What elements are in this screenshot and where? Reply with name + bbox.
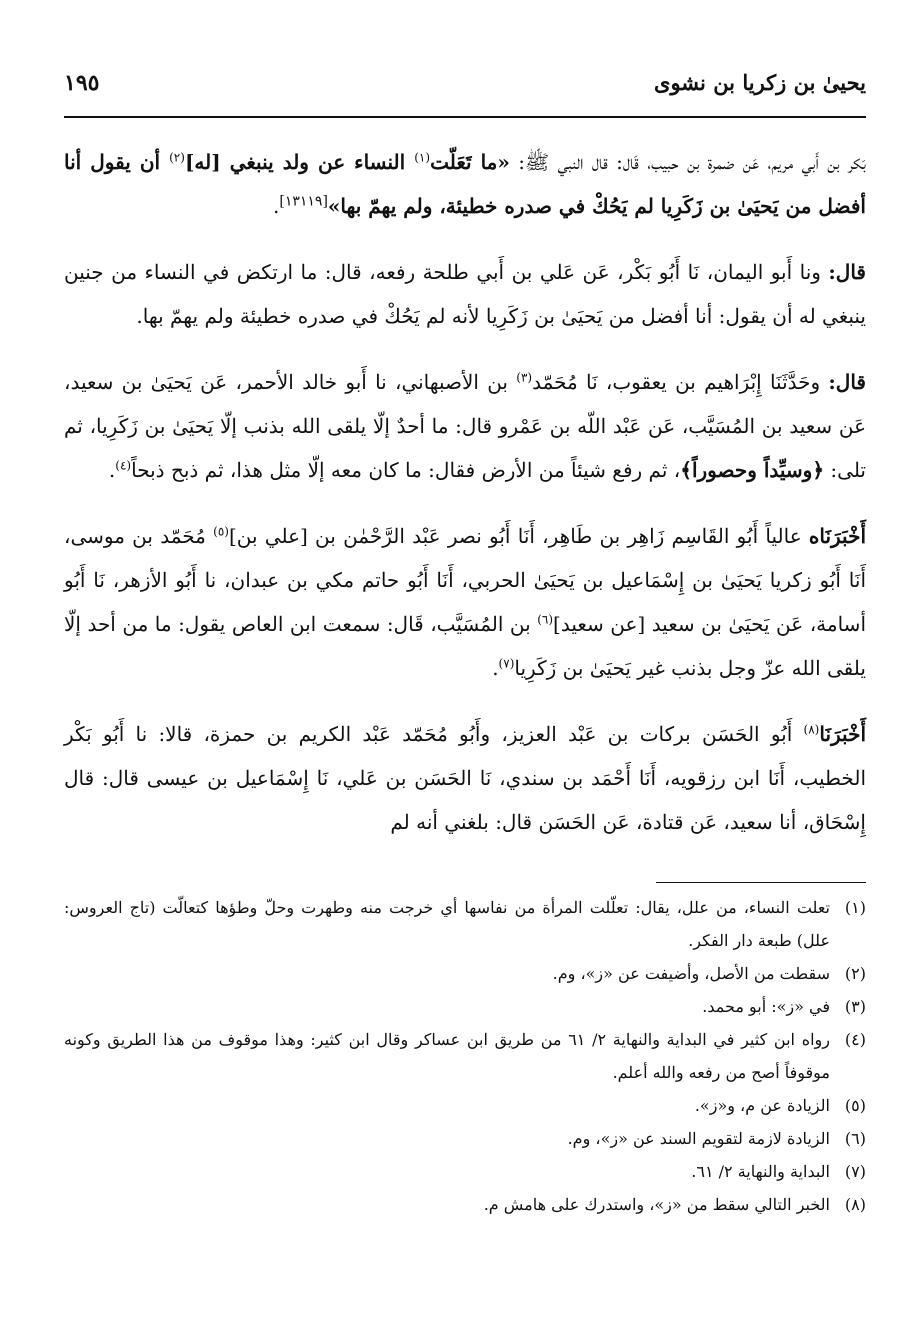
paragraph-2	[64, 250, 866, 338]
footnote-number: (١)	[844, 898, 866, 917]
text-run: عالياً أَبُو القَاسِم زَاهِر بن طَاهِر، أَنَا أَبُو نصر عَبْد الرَّحْمٰن بن [علي بن]	[228, 524, 809, 548]
footnote-number: (٦)	[844, 1129, 866, 1148]
footnote-ref: (٤)	[115, 458, 132, 473]
text-run: ، ثم رفع شيئاً من الأرض فقال: ما كان معه إلّا مثل هذا، ثم ذبح ذبحاً	[131, 458, 681, 482]
footnote	[64, 957, 866, 990]
footnote-number: (٥)	[844, 1096, 866, 1115]
footnote-number: (٢)	[844, 964, 866, 983]
footnote	[64, 1122, 866, 1155]
footnote	[64, 891, 866, 957]
footnote-text: الزيادة لازمة لتقويم السند عن «ز»، وم.	[567, 1129, 830, 1148]
footnote-number: (٤)	[844, 1030, 866, 1049]
footnote-ref: (٧)	[498, 656, 515, 671]
paragraph-lead: أَخْبَرَنَا	[819, 722, 866, 746]
hadith-text: النساء عن ولد ينبغي [له]	[184, 150, 415, 174]
footnote-ref: (٥)	[213, 524, 229, 539]
paragraph-5	[64, 712, 866, 844]
quran-quote: ﴿وسيِّداً وحصوراً﴾	[680, 458, 825, 482]
footnote-text: في «ز»: أبو محمد.	[702, 997, 830, 1016]
footnote	[64, 1089, 866, 1122]
footnote-ref: (٨)	[803, 722, 820, 737]
hadith-number: [١٣١١٩]	[279, 193, 328, 210]
paragraph-lead: أَخْبَرَنَاه	[808, 524, 867, 548]
text-run: .	[108, 458, 116, 482]
footnote	[64, 1155, 866, 1188]
text-run: ونا أَبو اليمان، نَا أَبُو بَكْر، عَن عَلي بن أَبي طلحة رفعه، قال: ما ارتكض في النساء من جنين ينبغي له أن يقول: أنا أفضل من يَحيَىٰ بن زَكَرِيا لأنه لم يَحُكْ في صدره خطيئة ولم يهمّ بها.	[64, 260, 866, 328]
footnote-ref: (٣)	[516, 370, 533, 385]
paragraph-4	[64, 514, 866, 690]
main-text	[64, 140, 866, 844]
footnote	[64, 1023, 866, 1089]
footnote-text: الخبر التالي سقط من «ز»، واستدرك على هامش م.	[483, 1195, 830, 1214]
footnote-ref: (١)	[414, 150, 431, 165]
paragraph-1	[64, 140, 866, 228]
text-run: بن الأصبهاني، نا أَبو خالد الأحمر، عَن يَحيَىٰ بن سعيد، عَن سعيد بن المُسَيَّب، عَن عَبْد اللّه بن عَمْرو قال: ما أحدٌ إلّا يلقى الله بذنب إلّا يَحيَىٰ بن زَكَرِيا، ثم تلى:	[64, 370, 866, 482]
footnote-number: (٧)	[844, 1162, 866, 1181]
footnote-ref: (٦)	[537, 612, 554, 627]
hadith-text: أن يقول أنا أفضل من يَحيَىٰ بن زَكَرِيا لم يَحُكْ في صدره خطيئة، ولم يهمّ بها»	[64, 150, 866, 218]
text-run: .	[492, 656, 499, 680]
paragraph-lead: قال:	[828, 370, 866, 394]
footnote-text: تعلت النساء، من علل، يقال: تعلّلت المرأة من نفاسها أي خرجت منه وطهرت وحلّ وطؤها كتعالّت (تاج العروس: علل) طبعة دار الفكر.	[64, 898, 830, 950]
text-run: مُحَمّد بن موسى، أَنَا أَبُو زكريا يَحيَىٰ بن إِسْمَاعيل بن يَحيَىٰ الحربي، أَنَا أَبُو حاتم مكي بن عبدان، نا أَبُو الأزهر، نَا أَبُو أسامة، عَن يَحيَىٰ بن سعيد [عن سعيد]	[64, 524, 866, 636]
book-page	[64, 70, 866, 1221]
footnotes	[64, 891, 866, 1221]
text-run: .	[273, 194, 280, 218]
page-number: ١٩٥	[64, 70, 100, 96]
running-title: يحيىٰ بن زكريا بن نشوى	[654, 70, 866, 95]
footnote-ref: (٢)	[169, 150, 185, 165]
text-run: أَبُو الحَسَن بركات بن عَبْد العزيز، وأَبُو مُحَمّد عَبْد الكريم بن حمزة، قالا: نا أَبُو بَكْر الخطيب، أَنَا ابن رزقويه، أَنَا أَحْمَد بن سندي، نَا الحَسَن بن عَلي، نَا إِسْمَاعيل بن عيسى قال: قال إِسْحَاق، أنا سعيد، عَن قتادة، عَن الحَسَن قال: بلغني أنه لم	[64, 722, 866, 834]
footnote-text: سقطت من الأصل، وأضيفت عن «ز»، وم.	[552, 964, 830, 983]
text-run: بن المُسَيَّب، قَال: سمعت ابن العاص يقول: ما من أحد إلّا يلقى الله عزّ وجل بذنب غير يَحيَىٰ بن زَكَرِيا	[64, 612, 866, 680]
hadith-text: «ما تَعَلّت	[430, 150, 510, 174]
footnote	[64, 990, 866, 1023]
footnote-number: (٣)	[844, 997, 866, 1016]
footnote-separator	[656, 882, 866, 883]
footnote-text: رواه ابن كثير في البداية والنهاية ٢/ ٦١ من طريق ابن عساكر وقال ابن كثير: وهذا موقوف من هذا الطريق وكونه موقوفاً أصح من رفعه والله أعلم.	[64, 1030, 831, 1082]
paragraph-3	[64, 360, 866, 492]
text-run: بَكر بن أَبي مريم، عَن ضمرة بن حبيب، قَال: قال النبي ﷺ:	[509, 150, 866, 174]
paragraph-lead: قال:	[828, 260, 866, 284]
footnote-text: البداية والنهاية ٢/ ٦١.	[691, 1162, 830, 1181]
footnote-number: (٨)	[844, 1195, 866, 1214]
footnote	[64, 1188, 866, 1221]
footnote-text: الزيادة عن م، و«ز».	[694, 1096, 830, 1115]
text-run: وحَدَّثَنَا إِبْرَاهيم بن يعقوب، نَا مُحَمّد	[532, 370, 829, 394]
running-header	[64, 70, 866, 118]
